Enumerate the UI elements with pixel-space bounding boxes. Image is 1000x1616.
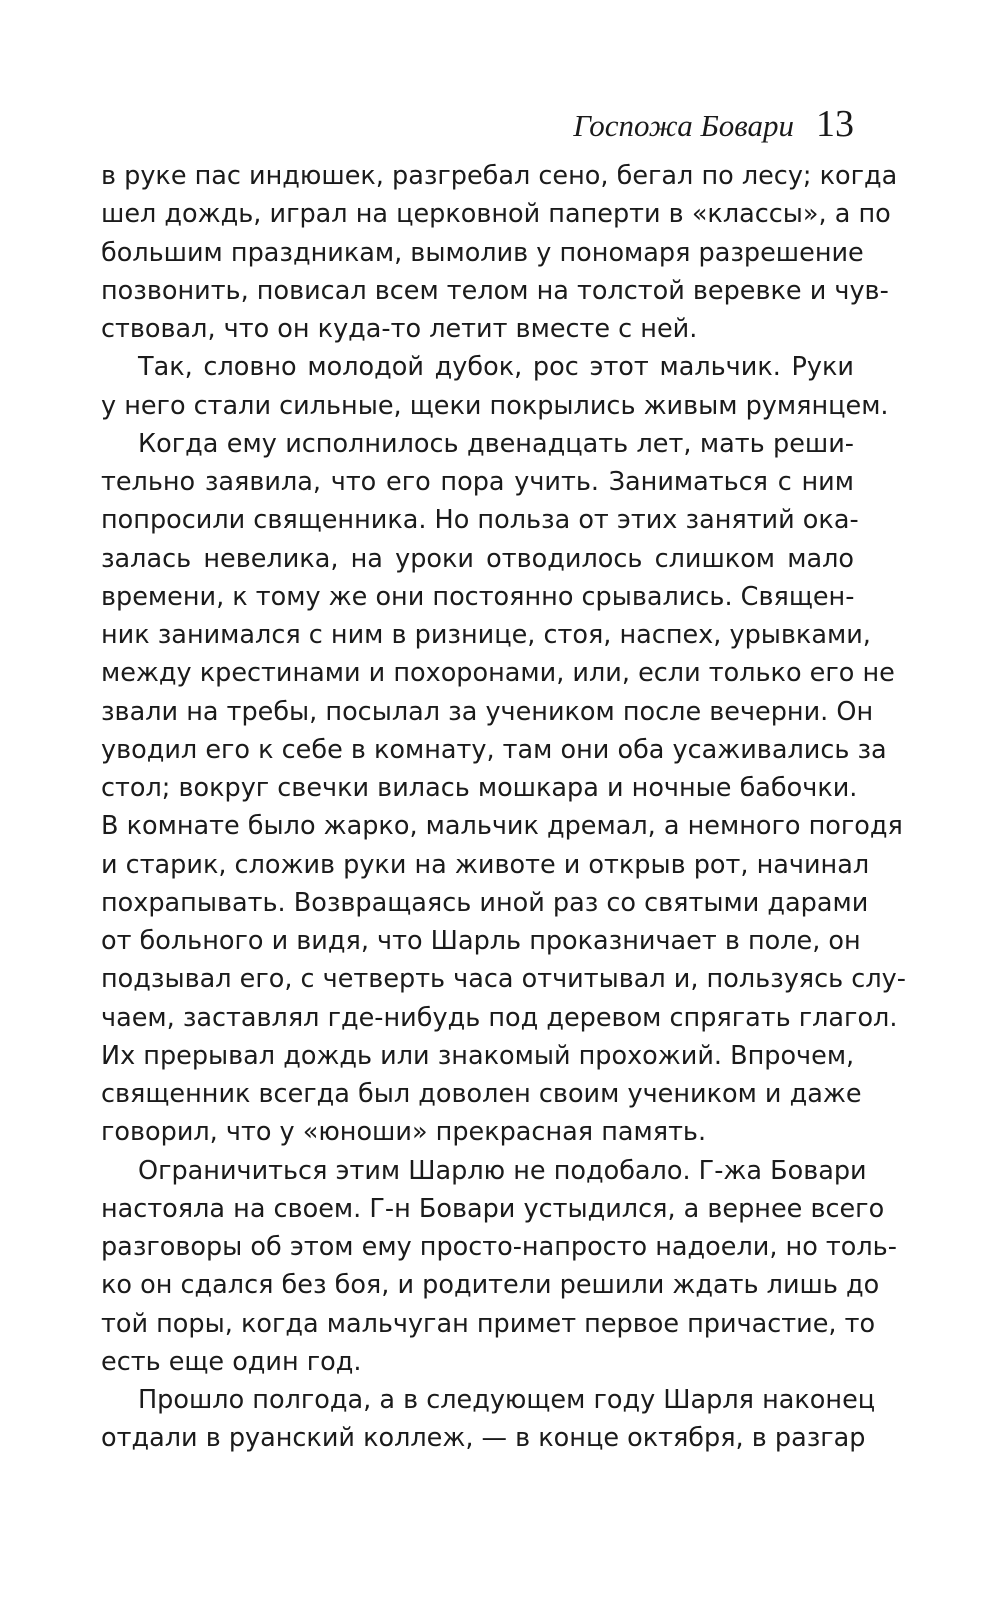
text-line: стол; вокруг свечки вилась мошкара и ночные бабочки. (101, 773, 858, 803)
text-line: Прошло полгода, а в следующем году Шарля наконец (138, 1385, 876, 1415)
text-line: священник всегда был доволен своим учеником и даже (101, 1079, 862, 1109)
text-line: Ограничиться этим Шарлю не подобало. Г-жа Бовари (138, 1155, 867, 1186)
running-head (573, 102, 854, 146)
text-line: звали на требы, посылал за учеником после вечерни. Он (101, 696, 874, 727)
text-line: чаем, заставлял где-нибудь под деревом спрягать глагол. (101, 1002, 898, 1033)
text-line: ник занимался с ним в ризнице, стоя, наспех, урывками, (101, 620, 871, 650)
running-title: Госпожа Бовари (573, 108, 794, 143)
text-line: разговоры об этом ему просто-напросто надоели, но толь- (101, 1232, 897, 1262)
text-line: ко он сдался без боя, и родители решили ждать лишь до (101, 1270, 880, 1301)
text-line: от больного и видя, что Шарль проказничает в поле, он (101, 926, 861, 956)
body-text (101, 157, 906, 1458)
text-line: той поры, когда мальчуган примет первое причастие, то (101, 1308, 876, 1339)
text-line: В комнате было жарко, мальчик дремал, а немного погодя (101, 811, 903, 842)
text-line: шел дождь, играл на церковной паперти в «классы», а по (101, 199, 891, 230)
text-line: времени, к тому же они постоянно срывались. Священ- (101, 581, 855, 612)
text-line: у него стали сильные, щеки покрылись живым румянцем. (101, 390, 889, 421)
text-line: Так, словно молодой дубок, рос этот мальчик. Руки (138, 352, 854, 383)
text-line: и старик, сложив руки на животе и открыв рот, начинал (101, 849, 870, 880)
text-line: залась невелика, на уроки отводилось слишком мало (101, 543, 854, 574)
text-line: большим праздникам, вымолив у пономаря разрешение (101, 237, 864, 268)
text-line: подзывал его, с четверть часа отчитывал и, пользуясь слу- (101, 964, 906, 995)
text-line: говорил, что у «юноши» прекрасная память. (101, 1117, 707, 1148)
text-line: похрапывать. Возвращаясь иной раз со святыми дарами (101, 887, 869, 918)
text-line: Когда ему исполнилось двенадцать лет, мать реши- (138, 428, 854, 459)
text-line: уводил его к себе в комнату, там они оба усаживались за (101, 734, 887, 765)
text-line: позвонить, повисал всем телом на толстой веревке и чув- (101, 275, 889, 306)
page-number: 13 (816, 103, 854, 145)
text-line: в руке пас индюшек, разгребал сено, бегал по лесу; когда (101, 161, 898, 191)
text-line: есть еще один год. (101, 1346, 362, 1377)
text-line: тельно заявила, что его пора учить. Заниматься с ним (101, 467, 854, 497)
text-line: между крестинами и похоронами, или, если только его не (101, 658, 895, 689)
text-line: настояла на своем. Г-н Бовари устыдился, а вернее всего (101, 1193, 885, 1224)
text-line: Их прерывал дождь или знакомый прохожий. Впрочем, (101, 1040, 855, 1071)
text-line: ствовал, что он куда-то летит вместе с ней. (101, 314, 698, 344)
text-line: отдали в руанский коллеж, — в конце октября, в разгар (101, 1423, 866, 1454)
text-line: попросили священника. Но польза от этих занятий ока- (101, 505, 859, 536)
